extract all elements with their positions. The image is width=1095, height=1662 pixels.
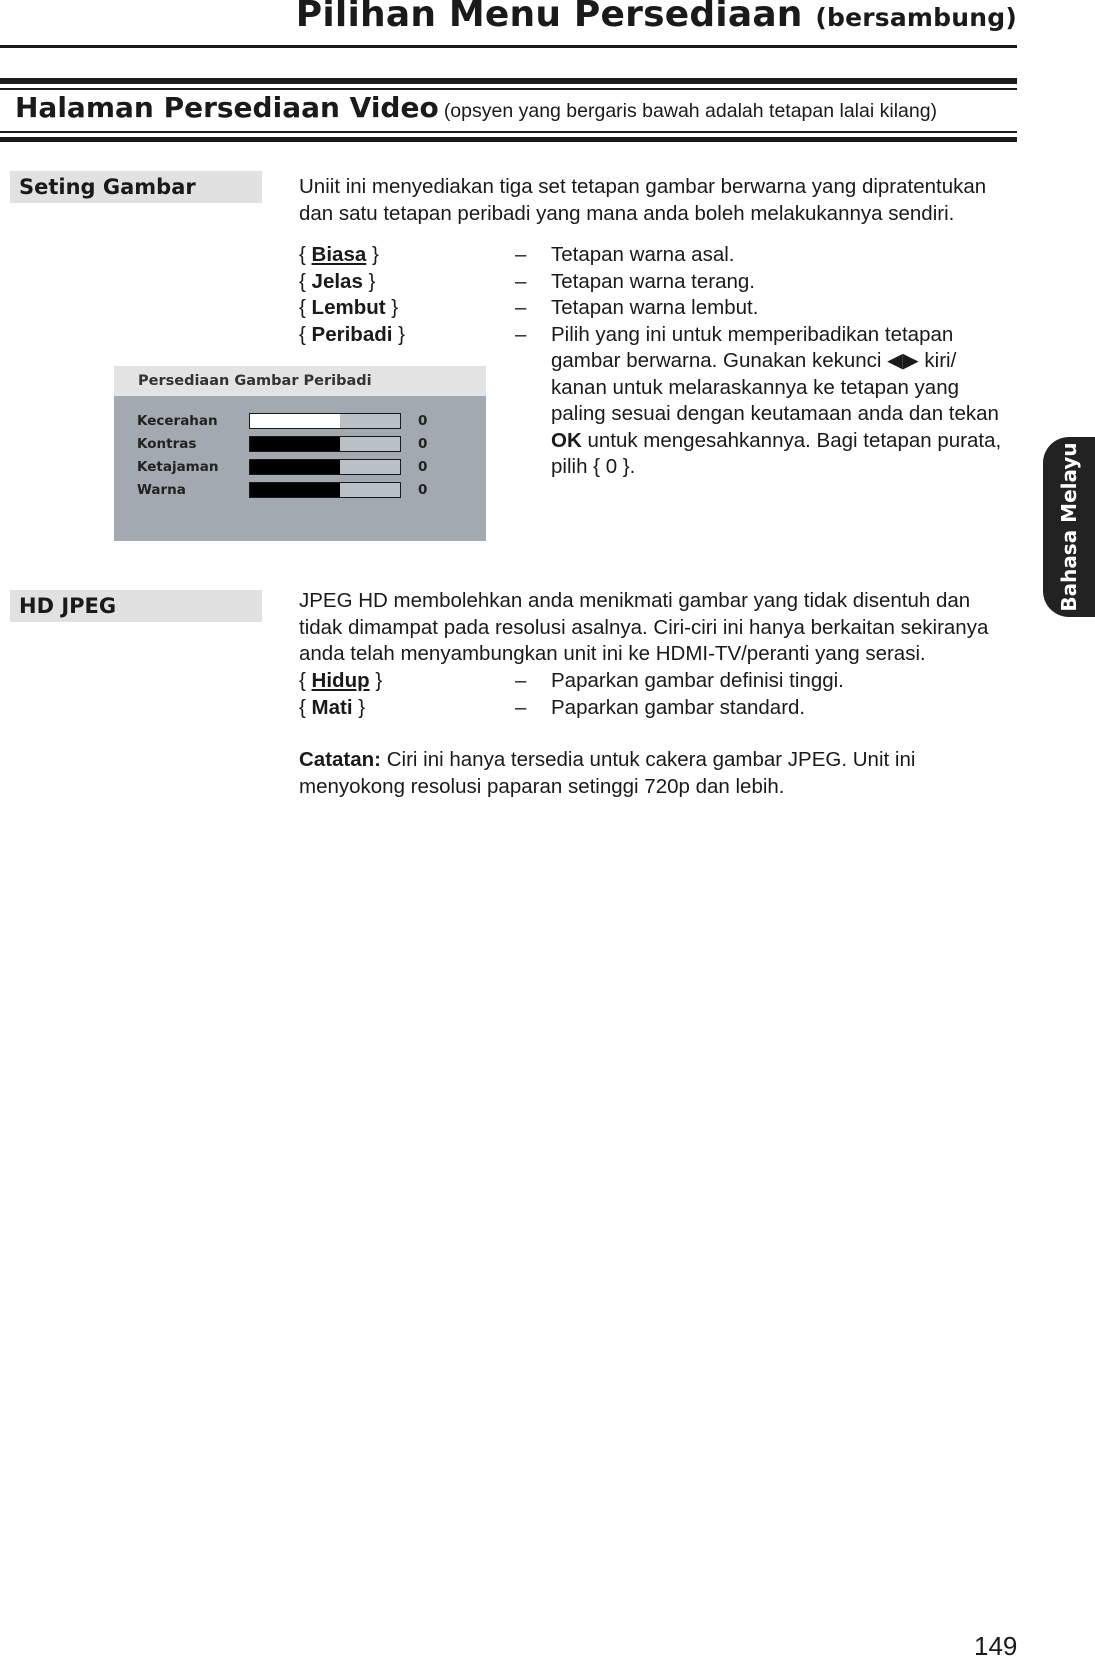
osd-slider	[249, 459, 401, 475]
peribadi-desc-part1: Pilih yang ini untuk memperibadikan tetapan gambar berwarna. Gunakan kekunci ◀▶ kiri/ kanan untuk melaraskannya ke tetapan yang paling sesuai dengan keutamaan anda dan tekan	[551, 322, 999, 425]
osd-slider-fill	[250, 437, 340, 451]
hd-jpeg-intro: JPEG HD membolehkan anda menikmati gambar yang tidak disentuh dan tidak dimampat pada resolusi asalnya. Ciri-ciri ini hanya berkaitan sekiranya anda telah menyambungkan unit ini ke HDMI-TV/peranti yang serasi.	[299, 589, 989, 665]
option-key: { Biasa }	[299, 243, 379, 266]
option-key-hidup: Hidup	[311, 669, 370, 692]
osd-title: Persediaan Gambar Peribadi	[114, 366, 486, 396]
option-dash: –	[515, 296, 527, 319]
title-rule	[0, 45, 1017, 48]
page-title	[296, 0, 1017, 35]
option-key-biasa: Biasa	[311, 243, 367, 266]
page-number: 149	[974, 1631, 1018, 1661]
hd-jpeg-note	[299, 747, 1019, 800]
section-rule-top-thick	[0, 78, 1017, 84]
seting-gambar-intro: Uniit ini menyediakan tiga set tetapan gambar berwarna yang dipratentukan dan satu tetapan peribadi yang mana anda boleh melakukannya sendiri.	[299, 175, 987, 225]
option-dash: –	[515, 322, 527, 346]
osd-value: 0	[418, 459, 428, 475]
osd-label: Warna	[137, 482, 186, 498]
option-desc-peribadi	[551, 322, 1011, 481]
option-desc: Paparkan gambar standard.	[551, 695, 806, 719]
page-title-text: Pilihan Menu Persediaan	[295, 0, 803, 35]
option-dash: –	[515, 695, 527, 719]
osd-row-ketajaman	[114, 457, 486, 479]
osd-slider	[249, 436, 401, 452]
option-desc: Tetapan warna terang.	[551, 269, 755, 293]
osd-value: 0	[418, 413, 428, 429]
option-key-peribadi: Peribadi	[311, 322, 393, 346]
option-dash: –	[515, 243, 527, 266]
option-desc: Tetapan warna lembut.	[551, 296, 759, 319]
osd-label: Kecerahan	[137, 413, 218, 429]
section-title-main: Halaman Persediaan Video	[15, 91, 439, 124]
label-seting-gambar: Seting Gambar	[10, 171, 262, 203]
option-key: { Peribadi }	[299, 322, 405, 346]
osd-slider-fill	[250, 460, 340, 474]
section-rule-top-thin	[0, 88, 1017, 90]
language-side-tab	[1043, 437, 1095, 617]
osd-row-warna	[114, 480, 486, 502]
osd-row-kecerahan	[114, 411, 486, 433]
option-key: { Hidup }	[299, 669, 383, 692]
osd-label: Ketajaman	[137, 459, 219, 475]
peribadi-desc-part2: untuk mengesahkannya. Bagi tetapan purata, pilih { 0 }.	[551, 428, 1002, 478]
section-title	[15, 91, 937, 124]
option-key: { Lembut }	[299, 296, 399, 319]
option-dash: –	[515, 269, 527, 293]
option-desc: Paparkan gambar definisi tinggi.	[551, 669, 844, 692]
section-rule-bottom-thin	[0, 131, 1017, 133]
osd-slider-fill	[250, 483, 340, 497]
option-key-lembut: Lembut	[311, 296, 386, 319]
osd-value: 0	[418, 436, 428, 452]
option-dash: –	[515, 669, 527, 692]
section-rule-bottom-thick	[0, 137, 1017, 142]
osd-row-kontras	[114, 434, 486, 456]
page-title-suffix: (bersambung)	[815, 3, 1017, 32]
option-key-jelas: Jelas	[311, 269, 363, 293]
option-desc: Tetapan warna asal.	[551, 243, 735, 266]
osd-value: 0	[418, 482, 428, 498]
label-hd-jpeg: HD JPEG	[10, 590, 262, 622]
option-key: { Mati }	[299, 695, 366, 719]
ok-key: OK	[551, 428, 582, 452]
language-tab-label: Bahasa Melayu	[1057, 442, 1081, 612]
osd-slider-fill	[250, 414, 340, 428]
option-key-mati: Mati	[311, 695, 353, 719]
note-label: Catatan:	[299, 748, 382, 771]
section-title-sub: (opsyen yang bergaris bawah adalah tetapan lalai kilang)	[443, 100, 938, 122]
note-text: Ciri ini hanya tersedia untuk cakera gambar JPEG. Unit ini menyokong resolusi paparan setinggi 720p dan lebih.	[299, 748, 916, 798]
osd-label: Kontras	[137, 436, 197, 452]
osd-slider	[249, 413, 401, 429]
osd-slider	[249, 482, 401, 498]
option-key: { Jelas }	[299, 269, 376, 293]
osd-picture-setup-panel	[114, 366, 486, 541]
